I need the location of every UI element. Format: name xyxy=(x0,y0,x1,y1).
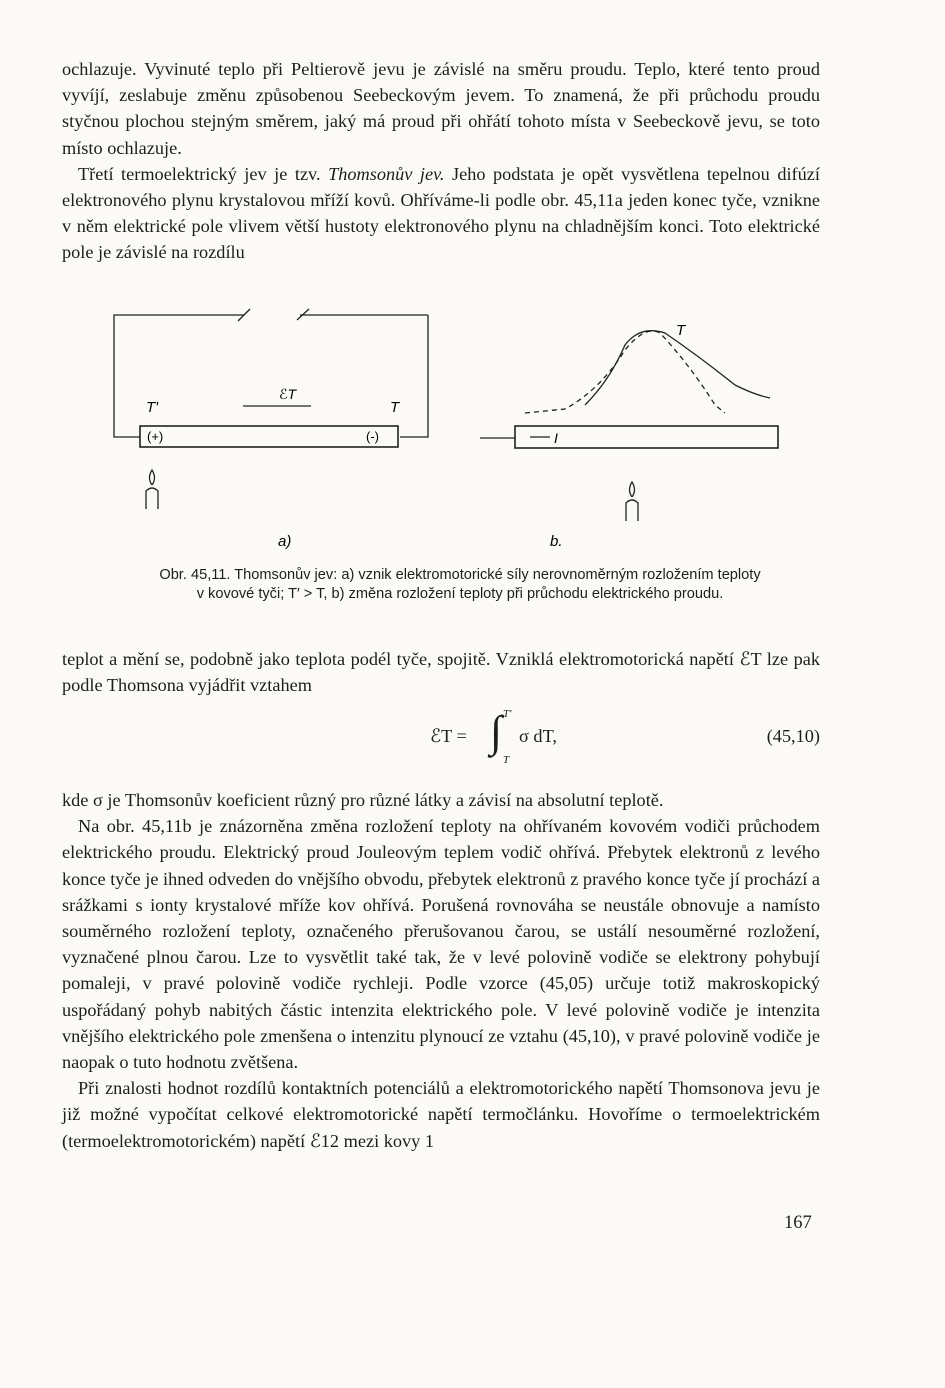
integral-lower-limit: T xyxy=(503,754,510,766)
minus-terminal-label: (-) xyxy=(366,429,379,444)
paragraph: teplot a mění se, podobně jako teplota podél tyče, spojitě. Vzniklá elektromotorická napětí ℰT lze pak podle Thomsona vyjádřit vztahem xyxy=(62,649,820,696)
integral-sign: ∫ xyxy=(490,707,503,756)
current-label: I xyxy=(554,430,558,446)
figure-caption xyxy=(95,566,825,604)
paragraph: ochlazuje. Vyvinuté teplo při Peltierově jevu je závislé na směru proudu. Teplo, které tento proud vyvíjí, zeslabuje změnu způsobenou Seebeckovým jevem. To znamená, že při průchodu proudu styčnou plochou stejným směrem, jaký má proud při ohřátí tohoto místa v Seebeckově jevu, se toto místo ochlazuje. xyxy=(62,59,820,158)
figure-45-11 xyxy=(0,295,945,560)
equation-lhs: ℰT = xyxy=(430,726,467,746)
equation-number: (45,10) xyxy=(766,726,820,746)
text-span: Třetí termoelektrický jev je tzv. xyxy=(78,163,329,184)
equation-rhs: σ dT, xyxy=(519,726,557,746)
text-span: Jeho podstata je opět vysvětlena tepelnou difúzí elektronového plynu krystalovou mříží kovů. Ohříváme-li podle obr. 45,11a jeden konec tyče, vznikne v něm elektrické pole vlivem větší hustoty elektronového plynu na chladnějším konci. Toto elektrické pole je závislé na rozdílu xyxy=(62,163,820,263)
equation-intro-text xyxy=(62,646,820,698)
panel-a-label: a) xyxy=(278,533,292,550)
temp-label-hot: T' xyxy=(146,399,159,416)
page-number: 167 xyxy=(784,1213,812,1233)
thomson-effect-diagram xyxy=(0,295,945,560)
paragraph xyxy=(62,161,820,266)
panel-b-label: b. xyxy=(550,533,563,550)
paragraph: kde σ je Thomsonův koeficient různý pro různé látky a závisí na absolutní teplotě. xyxy=(62,790,664,810)
caption-line: Obr. 45,11. Thomsonův jev: a) vznik elektromotorické síly nerovnoměrným rozložením teploty xyxy=(159,567,761,583)
emf-label: ℰT xyxy=(279,386,297,402)
intro-text xyxy=(62,56,820,266)
temp-label-cold: T xyxy=(390,399,400,416)
plus-terminal-label: (+) xyxy=(147,429,164,444)
term-italic: Thomsonův jev. xyxy=(328,163,445,184)
paragraph: Na obr. 45,11b je znázorněna změna rozložení teploty na ohřívaném kovovém vodiči průchodem elektrického proudu. Elektrický proud Jouleovým teplem vodič ohřívá. Přebytek elektronů z levého konce tyče je ihned odveden do vnějšího obvodu, přebytek elektronů z pravého konce tyče jí prochází a srážkami s ionty krystalové mříže kov ohřívá. Porušená rovnováha se neustále obnovuje a namísto souměrného rozložení teploty, označeného přerušovanou čarou, se ustálí nesouměrné rozložení, vyznačené plnou čarou. Lze to vysvětlit také tak, že v levé polovině vodiče se elektrony pohybují pomaleji, v pravé polovině vodiče rychleji. Podle vzorce (45,05) určuje totiž makroskopický uspořádaný pohyb nabitých částic intenzita elektrického pole. V levé polovině vodiče je intenzita vnějšího elektrického pole zmenšena o intenzitu plynoucí ze vztahu (45,10), v pravé polovině vodiče je naopak o tuto hodnotu zvětšena. xyxy=(62,816,820,1073)
equation-45-10 xyxy=(62,707,820,780)
paragraph: Při znalosti hodnot rozdílů kontaktních potenciálů a elektromotorického napětí Thomsonova jevu je již možné vypočítat celkové elektromotorické napětí termočlánku. Hovoříme o termoelektrickém (termoelektromotorickém) napětí ℰ12 mezi kovy 1 xyxy=(62,1078,820,1151)
caption-line: v kovové tyči; T′ > T, b) změna rozložení teploty při průchodu elektrického proudu. xyxy=(196,586,724,602)
temp-curve-label: T xyxy=(676,322,686,339)
integral-upper-limit: T′ xyxy=(503,708,512,720)
body-text xyxy=(62,787,820,1154)
panel-a-drawing xyxy=(114,309,428,509)
panel-b-drawing xyxy=(480,331,778,521)
